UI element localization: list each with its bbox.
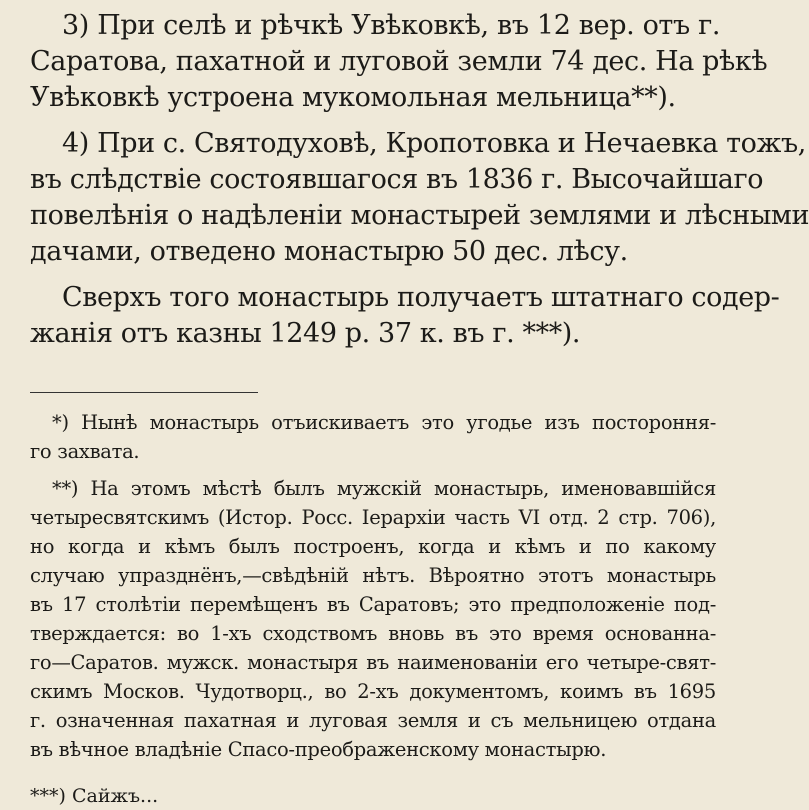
- footnote-3-cutoff: ***) Сайжъ...: [30, 785, 159, 807]
- text-line: Саратова, пахатной и луговой земли 74 дес. На рѣкѣ: [30, 46, 768, 77]
- footnote-line: скимъ Москов. Чудотворц., во 2-хъ документомъ, коимъ въ 1695: [30, 680, 716, 703]
- text-line: повелѣнія о надѣленіи монастырей землями и лѣсными: [30, 200, 809, 231]
- footnote-2: [30, 474, 716, 764]
- footnote-line: но когда и кѣмъ былъ построенъ, когда и кѣмъ и по какому: [30, 535, 716, 558]
- paragraph-3: [30, 8, 768, 116]
- footnote-1: [30, 408, 716, 466]
- text-line: Увѣковкѣ устроена мукомольная мельница**).: [30, 82, 676, 113]
- text-line: жанія отъ казны 1249 р. 37 к. въ г. ***).: [30, 318, 581, 349]
- text-line: въ слѣдствіе состоявшагося въ 1836 г. Высочайшаго: [30, 164, 764, 195]
- footnote-line: **) На этомъ мѣстѣ былъ мужскій монастырь, именовавшійся: [52, 477, 716, 500]
- footnote-line: въ вѣчное владѣніе Спасо-преображенскому монастырю.: [30, 738, 607, 761]
- text-line: дачами, отведено монастырю 50 дес. лѣсу.: [30, 236, 628, 267]
- text-line: 4) При с. Святодуховѣ, Кропотовка и Нечаевка тожъ,: [62, 128, 806, 159]
- footnote-line: го—Саратов. мужск. монастыря въ наименованіи его четыре-свят-: [30, 651, 716, 674]
- text-line: 3) При селѣ и рѣчкѣ Увѣковкѣ, въ 12 вер. отъ г.: [62, 10, 720, 41]
- footnote-line: тверждается: во 1-хъ сходствомъ вновь въ это время основанна-: [30, 622, 716, 645]
- footnote-line: г. означенная пахатная и луговая земля и съ мельницею отдана: [30, 709, 716, 732]
- footnote-line: четыресвятскимъ (Истор. Росс. Іерархіи часть VI отд. 2 стр. 706),: [30, 506, 716, 529]
- main-text: [30, 8, 809, 352]
- footnote-line: *) Нынѣ монастырь отъискиваетъ это угодье изъ постороння-: [52, 411, 716, 434]
- footnote-divider: [30, 392, 258, 393]
- footnote-line: го захвата.: [30, 440, 140, 463]
- footnote-line: въ 17 столѣтіи перемѣщенъ въ Саратовъ; это предположеніе под-: [30, 593, 716, 616]
- paragraph-5: [30, 280, 780, 352]
- footnote-line: случаю упразднёнъ,—свѣдѣній нѣтъ. Вѣроятно этотъ монастырь: [30, 564, 716, 587]
- text-line: Сверхъ того монастырь получаетъ штатнаго содер-: [62, 282, 780, 313]
- paragraph-4: [30, 126, 809, 270]
- footnotes: [30, 408, 716, 764]
